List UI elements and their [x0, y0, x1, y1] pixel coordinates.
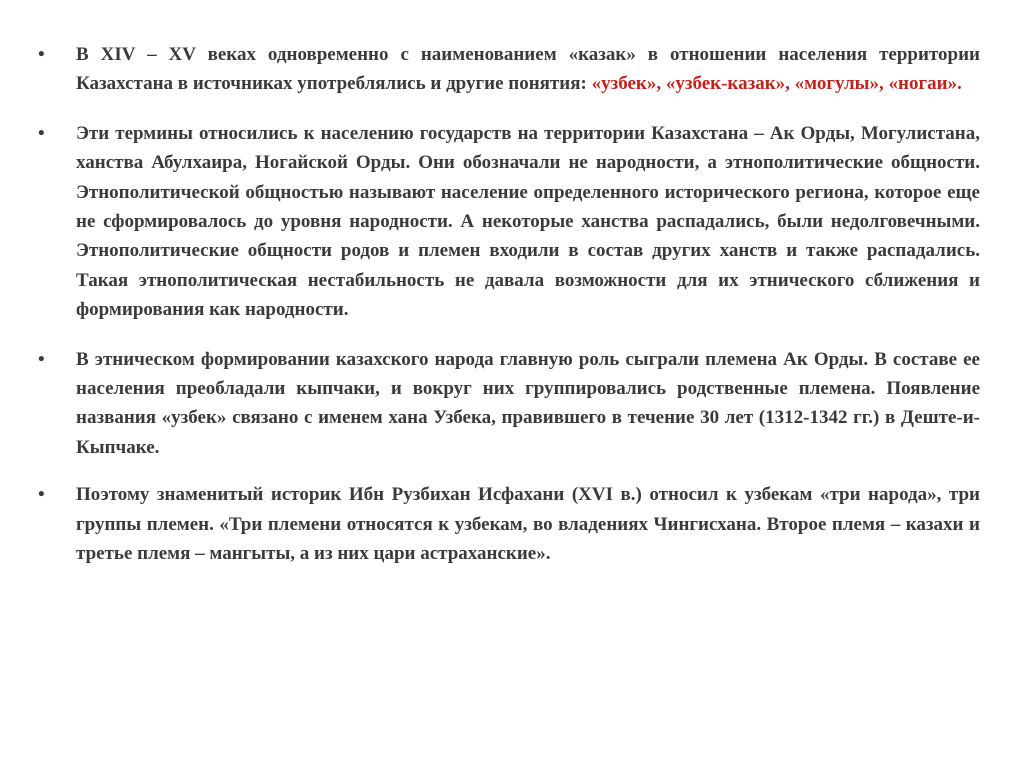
bullet-text: Поэтому знаменитый историк Ибн Рузбихан Исфахани (XVI в.) относил к узбекам «три народа», три группы племен. «Три племени относятся к узбекам, во владениях Чингисхана. Второе племя – казахи и третье племя – мангыты, а из них цари астраханские».	[76, 484, 980, 565]
bullet-text: В этническом формировании казахского народа главную роль сыграли племена Ак Орды. В составе ее населения преобладали кыпчаки, и вокруг них группировались родственные племена. Появление названия «узбек» связано с именем хана Узбека, правившего в течение 30 лет (1312-1342 гг.) в Деште-и-Кыпчаке.	[76, 348, 980, 458]
bullet-item-2	[38, 119, 980, 325]
bullet-marker: •	[38, 348, 45, 370]
bullet-item-3	[38, 345, 980, 463]
bullet-list	[38, 40, 980, 589]
bullet-item-1	[38, 40, 980, 99]
bullet-text: В XIV – XV веках одновременно с наименованием «казак» в отношении населения территории Казахстана в источниках употреблялись и другие понятия:	[76, 44, 980, 95]
bullet-text: Эти термины относились к населению государств на территории Казахстана – Ак Орды, Могулистана, ханства Абулхаира, Ногайской Орды. Они обозначали не народности, а этнополитические общности. Этнополитической общностью называют население определенного исторического региона, которое еще не сформировалось до уровня народности. А некоторые ханства распадались, были недолговечными. Этнополитические общности родов и племен входили в состав других ханств и также распадались. Такая этнополитическая нестабильность не давала возможности для их этнического сближения и формирования как народности.	[76, 122, 980, 321]
highlighted-terms: «узбек», «узбек-казак», «могулы», «ногаи».	[591, 73, 962, 95]
bullet-marker: •	[38, 44, 45, 65]
bullet-marker: •	[38, 484, 45, 506]
bullet-item-4	[38, 480, 980, 568]
bullet-marker: •	[38, 122, 45, 144]
